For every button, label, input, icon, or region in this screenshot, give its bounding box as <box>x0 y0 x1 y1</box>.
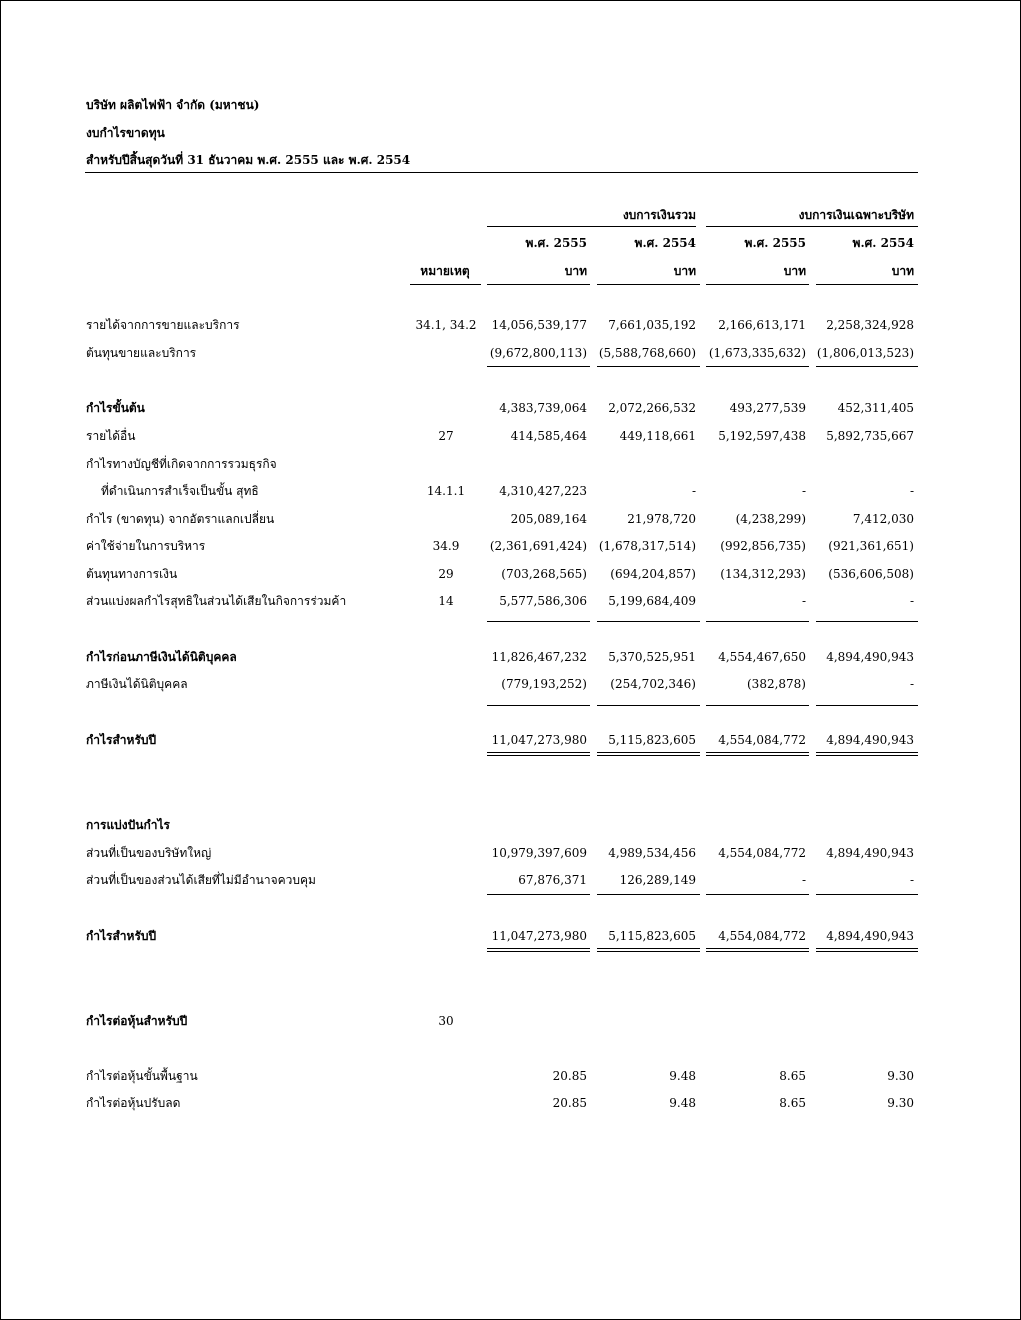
row-value: 4,310,427,223 <box>499 484 587 498</box>
row-value: (2,361,691,424) <box>489 539 587 553</box>
total-double-rule <box>706 752 809 756</box>
company-name: บริษัท ผลิตไฟฟ้า จำกัด (มหาชน) <box>86 98 260 112</box>
unit-header: บาท <box>783 264 806 278</box>
row-note: 14 <box>438 594 454 608</box>
row-value: 4,894,490,943 <box>826 733 914 747</box>
consolidated-heading: งบการเงินรวม <box>622 208 696 222</box>
subtotal-rule <box>706 894 809 895</box>
total-double-rule <box>816 948 918 952</box>
row-value: - <box>909 484 914 498</box>
separate-heading-rule <box>706 226 918 227</box>
subtotal-rule <box>597 894 700 895</box>
row-value: (1,678,317,514) <box>598 539 696 553</box>
subtotal-rule <box>487 621 590 622</box>
row-value: 21,978,720 <box>627 512 696 526</box>
row-value: - <box>801 873 806 887</box>
row-label: ส่วนที่เป็นของบริษัทใหญ่ <box>86 846 212 860</box>
header-rule <box>85 172 918 173</box>
row-label: กำไรทางบัญชีที่เกิดจากการรวมธุรกิจ <box>86 457 277 471</box>
row-label: กำไร (ขาดทุน) จากอัตราแลกเปลี่ยน <box>86 512 275 526</box>
subtotal-rule <box>816 705 918 706</box>
row-value: 2,072,266,532 <box>608 401 696 415</box>
row-value: 4,554,084,772 <box>718 929 806 943</box>
total-double-rule <box>487 948 590 952</box>
row-label: รายได้อื่น <box>86 429 136 443</box>
note-header: หมายเหตุ <box>420 264 470 278</box>
row-value: - <box>691 484 696 498</box>
unit-header: บาท <box>564 264 587 278</box>
subtotal-rule <box>816 366 918 367</box>
total-double-rule <box>706 948 809 952</box>
year-header: พ.ศ. 2554 <box>634 236 696 250</box>
header-underline <box>816 284 918 285</box>
row-value: (536,606,508) <box>828 567 914 581</box>
row-value: 14,056,539,177 <box>491 318 587 332</box>
row-value: (382,878) <box>747 677 806 691</box>
row-value: 8.65 <box>779 1069 806 1083</box>
row-value: 4,894,490,943 <box>826 929 914 943</box>
row-value: 5,370,525,951 <box>608 650 696 664</box>
row-note: 27 <box>438 429 454 443</box>
row-value: 4,383,739,064 <box>499 401 587 415</box>
row-value: - <box>909 677 914 691</box>
subtotal-rule <box>706 366 809 367</box>
row-value: - <box>801 594 806 608</box>
row-label: กำไรสำหรับปี <box>86 733 157 747</box>
subtotal-rule <box>487 894 590 895</box>
row-value: (9,672,800,113) <box>489 346 587 360</box>
row-value: 67,876,371 <box>518 873 587 887</box>
row-value: 5,115,823,605 <box>608 733 696 747</box>
row-value: 20.85 <box>552 1069 587 1083</box>
row-value: 20.85 <box>552 1096 587 1110</box>
row-value: 4,554,467,650 <box>718 650 806 664</box>
header-underline <box>706 284 809 285</box>
year-header: พ.ศ. 2555 <box>525 236 587 250</box>
separate-heading: งบการเงินเฉพาะบริษัท <box>798 208 914 222</box>
row-value: 2,166,613,171 <box>718 318 806 332</box>
row-value: (779,193,252) <box>501 677 587 691</box>
row-value: 11,047,273,980 <box>491 733 587 747</box>
row-value: 4,989,534,456 <box>608 846 696 860</box>
row-label: ภาษีเงินได้นิติบุคคล <box>86 677 188 691</box>
row-value: 2,258,324,928 <box>826 318 914 332</box>
row-value: 4,894,490,943 <box>826 846 914 860</box>
row-label: ต้นทุนขายและบริการ <box>86 346 197 360</box>
row-value: 11,826,467,232 <box>491 650 587 664</box>
row-value: - <box>801 484 806 498</box>
row-note: 29 <box>438 567 454 581</box>
row-value: 11,047,273,980 <box>491 929 587 943</box>
row-value: 9.48 <box>669 1096 696 1110</box>
row-value: 452,311,405 <box>837 401 914 415</box>
row-value: 4,554,084,772 <box>718 846 806 860</box>
statement-title: งบกำไรขาดทุน <box>86 126 165 140</box>
row-value: (921,361,651) <box>828 539 914 553</box>
row-label: รายได้จากการขายและบริการ <box>86 318 240 332</box>
row-value: 9.48 <box>669 1069 696 1083</box>
unit-header: บาท <box>891 264 914 278</box>
row-note: 30 <box>438 1014 454 1028</box>
row-value: 449,118,661 <box>619 429 696 443</box>
row-value: 5,892,735,667 <box>826 429 914 443</box>
row-value: (134,312,293) <box>720 567 806 581</box>
row-label: การแบ่งปันกำไร <box>86 818 170 832</box>
header-underline <box>410 284 481 285</box>
row-note: 34.1, 34.2 <box>415 318 477 332</box>
unit-header: บาท <box>673 264 696 278</box>
row-label: กำไรต่อหุ้นขั้นพื้นฐาน <box>86 1069 198 1083</box>
row-value: (1,673,335,632) <box>708 346 806 360</box>
row-value: (694,204,857) <box>610 567 696 581</box>
row-value: 205,089,164 <box>510 512 587 526</box>
row-label: กำไรต่อหุ้นสำหรับปี <box>86 1014 188 1028</box>
row-label: ต้นทุนทางการเงิน <box>86 567 178 581</box>
row-label: กำไรต่อหุ้นปรับลด <box>86 1096 181 1110</box>
subtotal-rule <box>706 621 809 622</box>
row-label: ที่ดำเนินการสำเร็จเป็นขั้น สุทธิ <box>101 484 259 498</box>
row-value: - <box>909 873 914 887</box>
row-label: ส่วนแบ่งผลกำไรสุทธิในส่วนได้เสียในกิจการร่วมค้า <box>86 594 347 608</box>
subtotal-rule <box>816 894 918 895</box>
row-value: (4,238,299) <box>735 512 806 526</box>
subtotal-rule <box>597 705 700 706</box>
row-value: 4,894,490,943 <box>826 650 914 664</box>
row-value: 126,289,149 <box>619 873 696 887</box>
subtotal-rule <box>487 705 590 706</box>
row-value: (992,856,735) <box>720 539 806 553</box>
row-label: กำไรขั้นต้น <box>86 401 145 415</box>
row-value: 414,585,464 <box>510 429 587 443</box>
row-value: (1,806,013,523) <box>816 346 914 360</box>
row-label: กำไรก่อนภาษีเงินได้นิติบุคคล <box>86 650 237 664</box>
row-value: (254,702,346) <box>610 677 696 691</box>
subtotal-rule <box>597 621 700 622</box>
row-value: 10,979,397,609 <box>491 846 587 860</box>
statement-period: สำหรับปีสิ้นสุดวันที่ 31 ธันวาคม พ.ศ. 2555 และ พ.ศ. 2554 <box>86 153 411 167</box>
row-value: 8.65 <box>779 1096 806 1110</box>
row-value: 493,277,539 <box>729 401 806 415</box>
row-note: 14.1.1 <box>426 484 466 498</box>
row-value: (703,268,565) <box>501 567 587 581</box>
row-value: 5,199,684,409 <box>608 594 696 608</box>
row-value: 5,192,597,438 <box>718 429 806 443</box>
row-value: 7,661,035,192 <box>608 318 696 332</box>
row-value: 5,577,586,306 <box>499 594 587 608</box>
subtotal-rule <box>816 621 918 622</box>
row-label: ส่วนที่เป็นของส่วนได้เสียที่ไม่มีอำนาจควบคุม <box>86 873 316 887</box>
subtotal-rule <box>597 366 700 367</box>
row-value: (5,588,768,660) <box>598 346 696 360</box>
row-value: - <box>909 594 914 608</box>
total-double-rule <box>487 752 590 756</box>
row-value: 5,115,823,605 <box>608 929 696 943</box>
subtotal-rule <box>706 705 809 706</box>
consolidated-heading-rule <box>487 226 696 227</box>
total-double-rule <box>597 752 700 756</box>
year-header: พ.ศ. 2554 <box>852 236 914 250</box>
row-value: 9.30 <box>887 1096 914 1110</box>
row-value: 7,412,030 <box>852 512 914 526</box>
row-label: กำไรสำหรับปี <box>86 929 157 943</box>
header-underline <box>597 284 700 285</box>
row-label: ค่าใช้จ่ายในการบริหาร <box>86 539 206 553</box>
header-underline <box>487 284 590 285</box>
row-note: 34.9 <box>432 539 460 553</box>
row-value: 9.30 <box>887 1069 914 1083</box>
total-double-rule <box>816 752 918 756</box>
subtotal-rule <box>487 366 590 367</box>
total-double-rule <box>597 948 700 952</box>
year-header: พ.ศ. 2555 <box>744 236 806 250</box>
row-value: 4,554,084,772 <box>718 733 806 747</box>
